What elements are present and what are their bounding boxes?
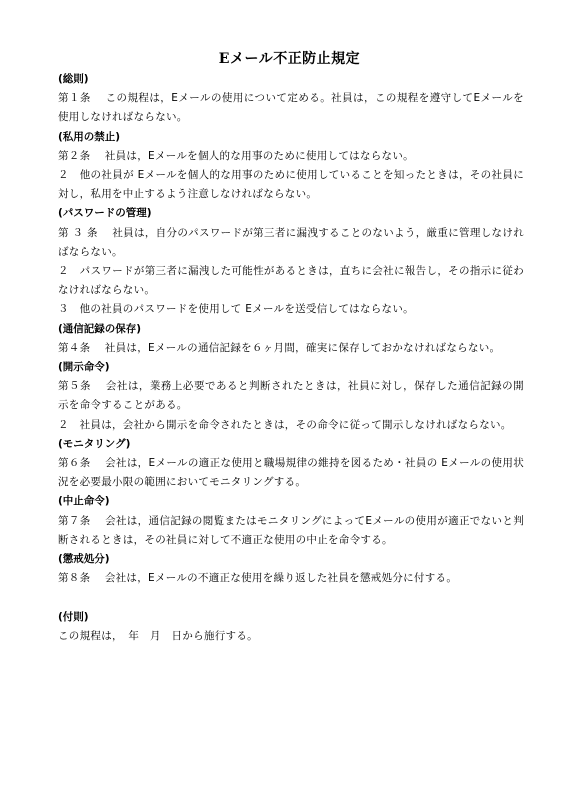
article-5: 第５条 会社は，業務上必要であると判断されたときは，社員に対し，保存した通信記録の開示を命令することがある。: [58, 380, 524, 412]
article-4: 第４条 社員は，Eメールの通信記録を６ヶ月間，確実に保存しておかなければならない。: [58, 341, 501, 354]
supplementary-provision: この規程は， 年 月 日から施行する。: [58, 629, 258, 642]
article-5-clause-2: ２ 社員は，会社から開示を命令されたときは，その命令に従って開示しなければならない。: [58, 418, 512, 431]
article-1: 第１条 この規程は，Eメールの使用について定める。社員は，この規程を遵守してEメールを使用しなければならない。: [58, 92, 524, 124]
article-7: 第７条 会社は，通信記録の閲覧またはモニタリングによってEメールの使用が適正でないと判断されるときは，その社員に対して不適正な使用の中止を命令する。: [58, 514, 524, 546]
section-heading-supplementary: (付則): [58, 610, 89, 623]
section-heading-suspension: (中止命令): [58, 495, 110, 508]
article-3: 第 ３ 条 社員は，自分のパスワードが第三者に漏洩することのないよう，厳重に管理しなければならない。: [58, 226, 524, 258]
article-2: 第２条 社員は，Eメールを個人的な用事のために使用してはならない。: [58, 149, 414, 162]
article-8: 第８条 会社は，Eメールの不適正な使用を繰り返した社員を懲戒処分に付する。: [58, 572, 458, 585]
section-heading-discipline: (懲戒処分): [58, 553, 110, 566]
section-heading-general: (総則): [58, 73, 89, 85]
document-title: Eメール不正防止規定: [218, 51, 361, 67]
section-heading-monitoring: (モニタリング): [58, 437, 131, 450]
section-heading-records: (通信記録の保存): [58, 322, 142, 335]
article-6: 第６条 会社は，Eメールの適正な使用と職場規律の維持を図るため・社員の Eメールの使用状況を必要最小限の範囲においてモニタリングする。: [58, 457, 524, 489]
section-heading-disclosure: (開示命令): [58, 361, 110, 374]
article-3-clause-3: ３ 他の社員のパスワードを使用して Eメールを送受信してはならない。: [58, 303, 414, 316]
section-heading-private-use: (私用の禁止): [58, 130, 121, 143]
blank-line: [58, 588, 524, 607]
article-3-clause-2: ２ パスワードが第三者に漏洩した可能性があるときは，直ちに会社に報告し，その指示に従わなければならない。: [58, 265, 524, 297]
section-heading-password: (パスワードの管理): [58, 207, 152, 220]
article-2-clause-2: ２ 他の社員が Eメールを個人的な用事のために使用していることを知ったときは，その社員に対し，私用を中止するよう注意しなければならない。: [58, 169, 524, 201]
document-body: [58, 70, 524, 646]
